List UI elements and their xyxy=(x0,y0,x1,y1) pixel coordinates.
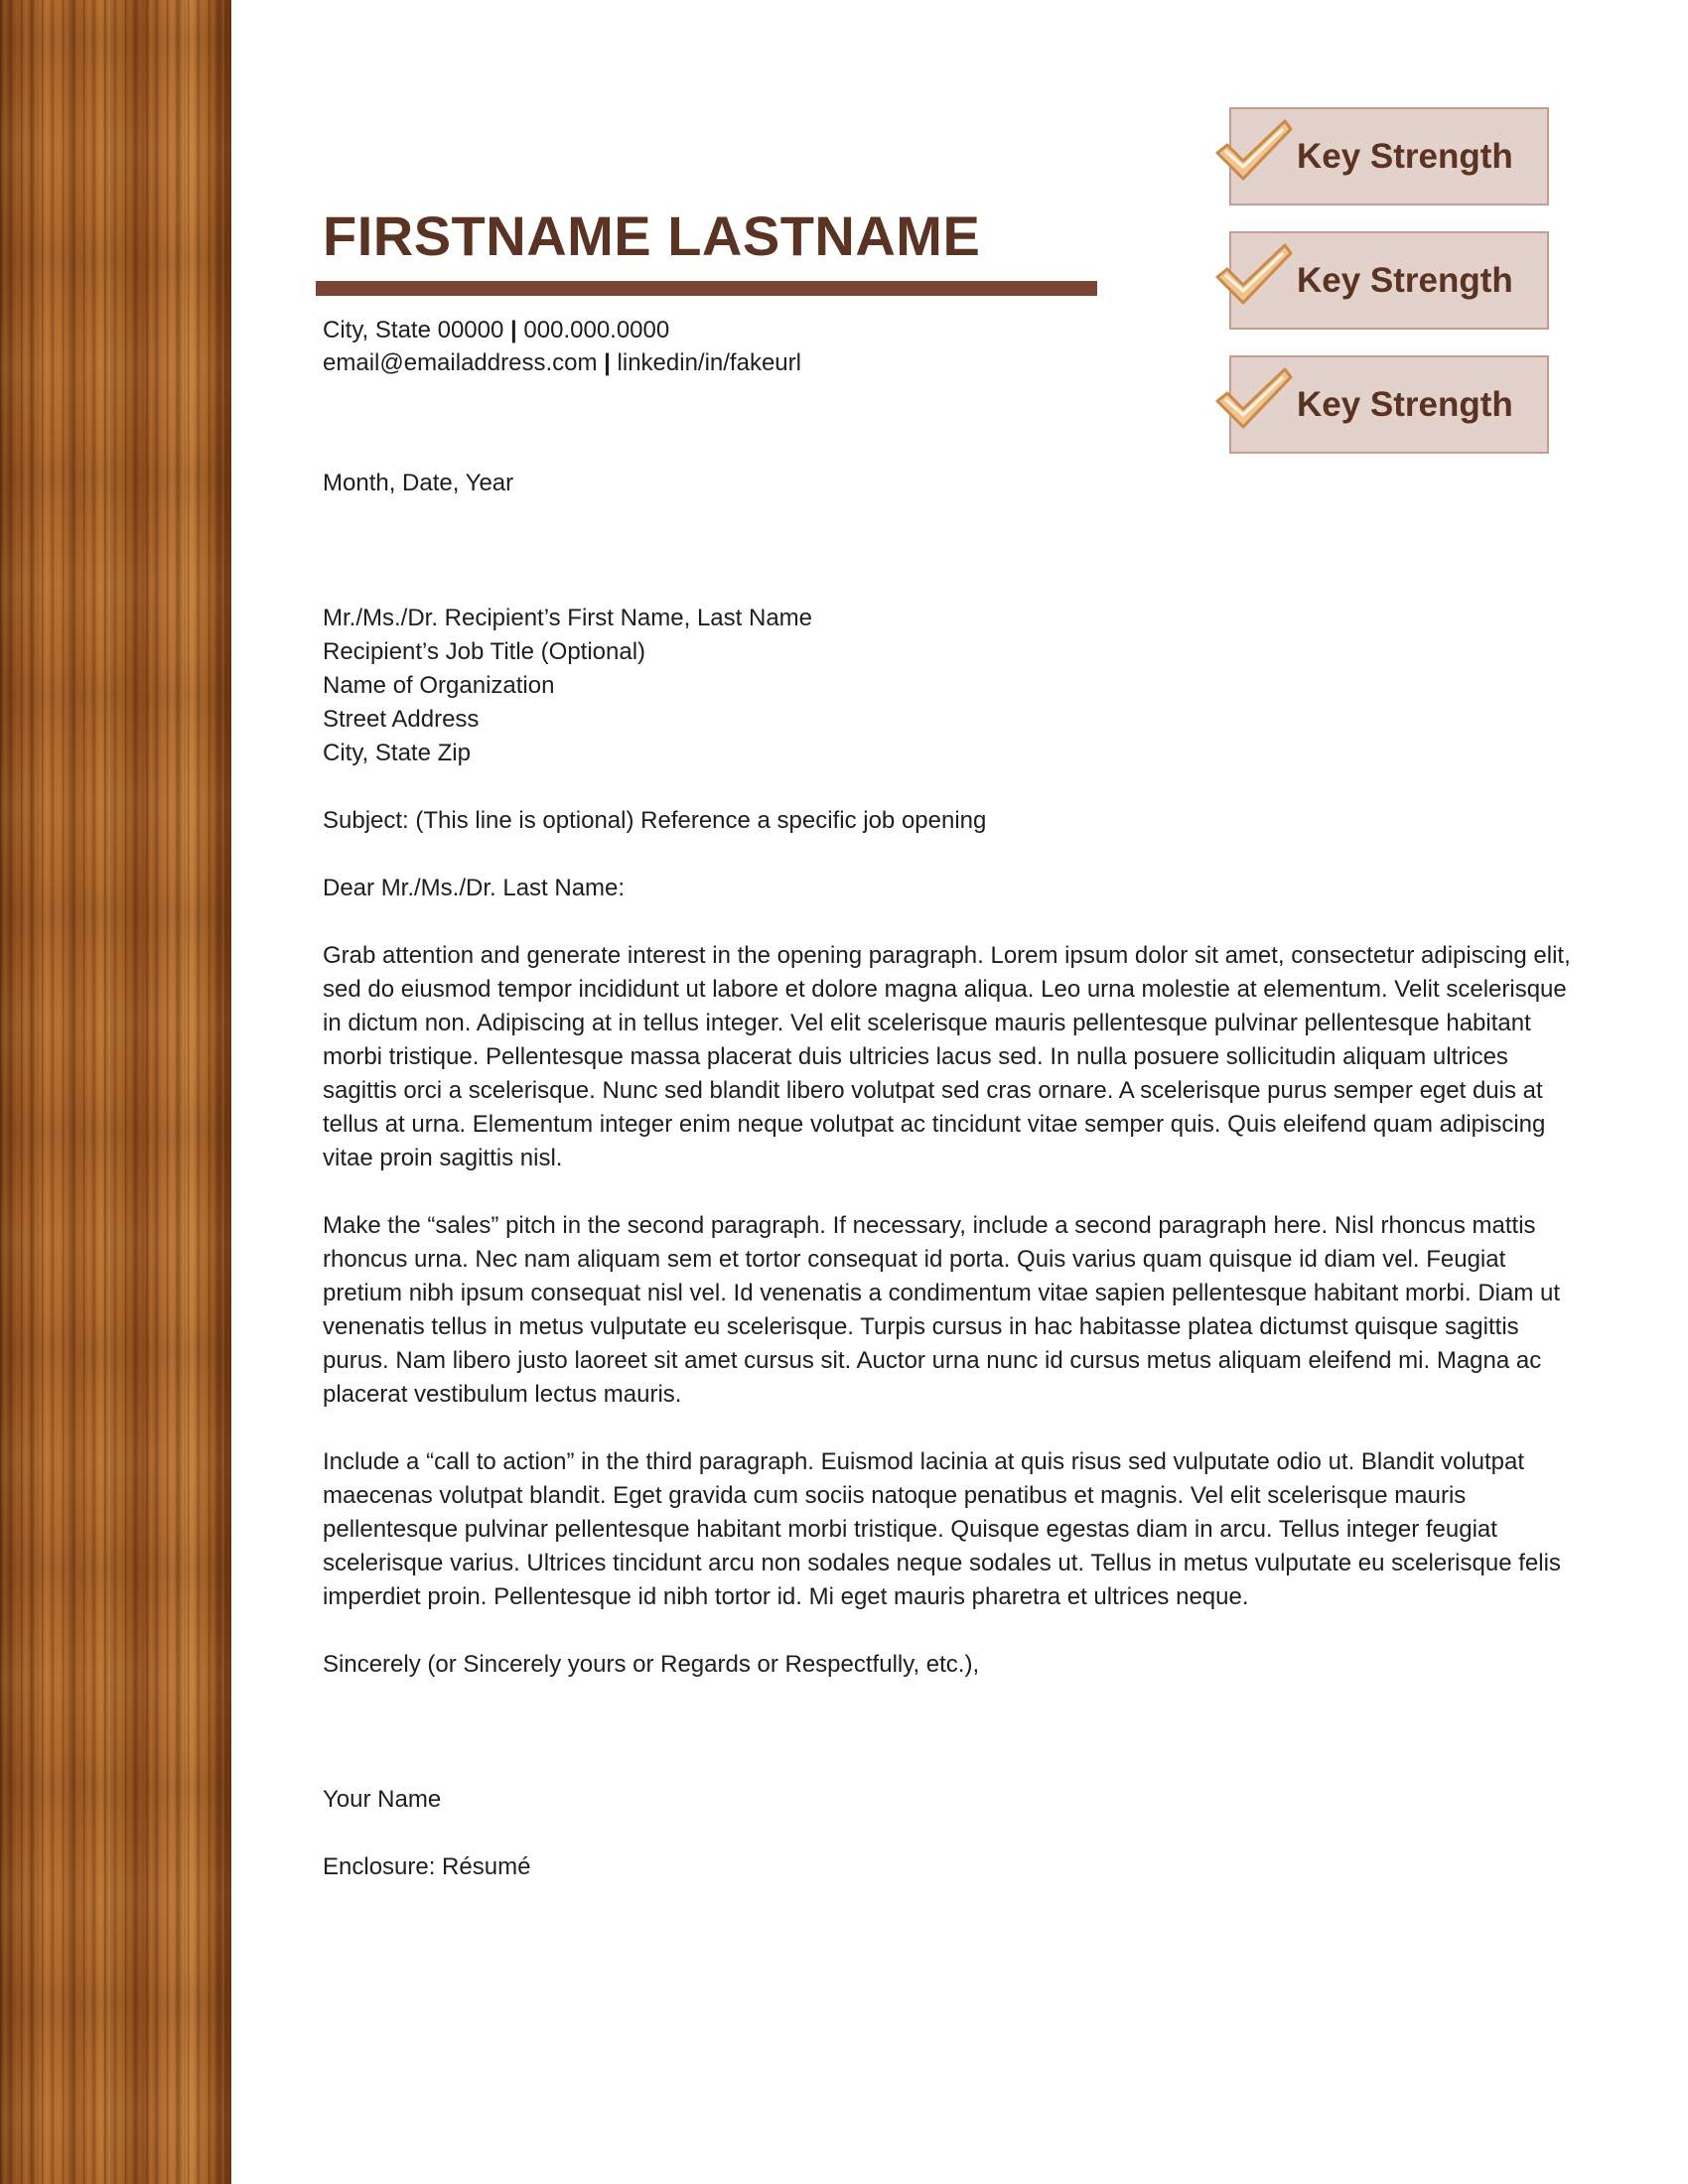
spacer xyxy=(323,500,1584,602)
key-strength-box-1 xyxy=(1229,107,1549,205)
letter-body xyxy=(323,467,1584,1884)
checkmark-icon xyxy=(1213,365,1295,431)
contact-block xyxy=(323,314,801,379)
enclosure-line: Enclosure: Résumé xyxy=(323,1853,531,1880)
spacer xyxy=(323,1817,1584,1850)
key-strength-label: Key Strength xyxy=(1297,261,1513,300)
body-paragraph-3: Include a “call to action” in the third paragraph. Euismod lacinia at quis risus sed vulputate odio ut. Blandit volutpat maecenas volutpat blandit. Eget gravida cum sociis natoque penatibus et magnis. Vel elit scelerisque mauris pellentesque pulvinar pellentesque habitant morbi tristique. Quisque egestas diam in arcu. Tellus integer feugiat scelerisque varius. Ultrices tincidunt arcu non sodales neque sodales ut. Tellus in metus vulputate eu scelerisque felis imperdiet proin. Pellentesque id nibh tortor id. Mi eget mauris pharetra et ultrices neque. xyxy=(323,1448,1561,1610)
email-address: email@emailaddress.com xyxy=(323,349,598,376)
contact-separator: | xyxy=(604,349,611,376)
key-strength-box-3 xyxy=(1229,355,1549,454)
checkmark-icon xyxy=(1213,117,1295,183)
spacer xyxy=(323,1175,1584,1209)
body-paragraph-2: Make the “sales” pitch in the second paragraph. If necessary, include a second paragraph here. Nisl rhoncus mattis rhoncus urna. Nec nam aliquam sem et tortor consequat id porta. Quis varius quam quisque id diam vel. Feugiat pretium nibh ipsum consequat nisl vel. Id venenatis a condimentum vitae sapien pellentesque habitant morbi. Diam ut venenatis tellus in metus vulputate eu scelerisque. Turpis cursus in hac habitasse platea dictumst quisque sagittis purus. Nam libero justo laoreet sit amet cursus sit. Auctor urna nunc id cursus metus aliquam eleifend mi. Magna ac placerat vestibulum lectus mauris. xyxy=(323,1212,1561,1408)
phone-number: 000.000.0000 xyxy=(523,317,670,343)
contact-line-2 xyxy=(323,346,801,379)
recipient-block xyxy=(323,602,1584,770)
closing: Sincerely (or Sincerely yours or Regards or Respectfully, etc.), xyxy=(323,1651,980,1678)
recipient-line: City, State Zip xyxy=(323,740,471,766)
wood-side-panel xyxy=(0,0,231,2184)
salutation: Dear Mr./Ms./Dr. Last Name: xyxy=(323,875,626,901)
wood-panel-edge xyxy=(224,0,231,2184)
applicant-name: FIRSTNAME LASTNAME xyxy=(323,205,981,267)
recipient-line: Mr./Ms./Dr. Recipient’s First Name, Last Name xyxy=(323,605,813,631)
spacer xyxy=(323,838,1584,872)
checkmark-icon xyxy=(1213,241,1295,307)
city-state-zip: City, State 00000 xyxy=(323,317,504,343)
signature-name: Your Name xyxy=(323,1786,442,1813)
name-underline-rule xyxy=(316,281,1097,296)
recipient-line: Street Address xyxy=(323,706,480,733)
key-strength-label: Key Strength xyxy=(1297,385,1513,424)
recipient-line: Recipient’s Job Title (Optional) xyxy=(323,638,646,665)
spacer xyxy=(323,1412,1584,1445)
spacer xyxy=(323,905,1584,939)
contact-line-1 xyxy=(323,314,801,346)
subject-line: Subject: (This line is optional) Reference a specific job opening xyxy=(323,807,987,834)
spacer xyxy=(323,770,1584,804)
letter-date: Month, Date, Year xyxy=(323,470,514,496)
spacer xyxy=(323,1682,1584,1783)
key-strength-label: Key Strength xyxy=(1297,137,1513,176)
linkedin-url: linkedin/in/fakeurl xyxy=(617,349,801,376)
key-strength-box-2 xyxy=(1229,231,1549,330)
spacer xyxy=(323,1614,1584,1648)
body-paragraph-1: Grab attention and generate interest in the opening paragraph. Lorem ipsum dolor sit amet, consectetur adipiscing elit, sed do eiusmod tempor incididunt ut labore et dolore magna aliqua. Leo urna molestie at elementum. Velit scelerisque in dictum non. Adipiscing at in tellus integer. Vel elit scelerisque mauris pellentesque pulvinar pellentesque habitant morbi tristique. Pellentesque massa placerat duis ultricies lacus sed. In nulla posuere sollicitudin aliquam ultrices sagittis orci a scelerisque. Nunc sed blandit libero volutpat sed cras ornare. A scelerisque purus semper eget duis at tellus at urna. Elementum integer enim neque volutpat ac tincidunt vitae semper quis. Quis eleifend quam adipiscing vitae proin sagittis nisl. xyxy=(323,942,1571,1171)
recipient-line: Name of Organization xyxy=(323,672,555,699)
contact-separator: | xyxy=(510,317,517,343)
